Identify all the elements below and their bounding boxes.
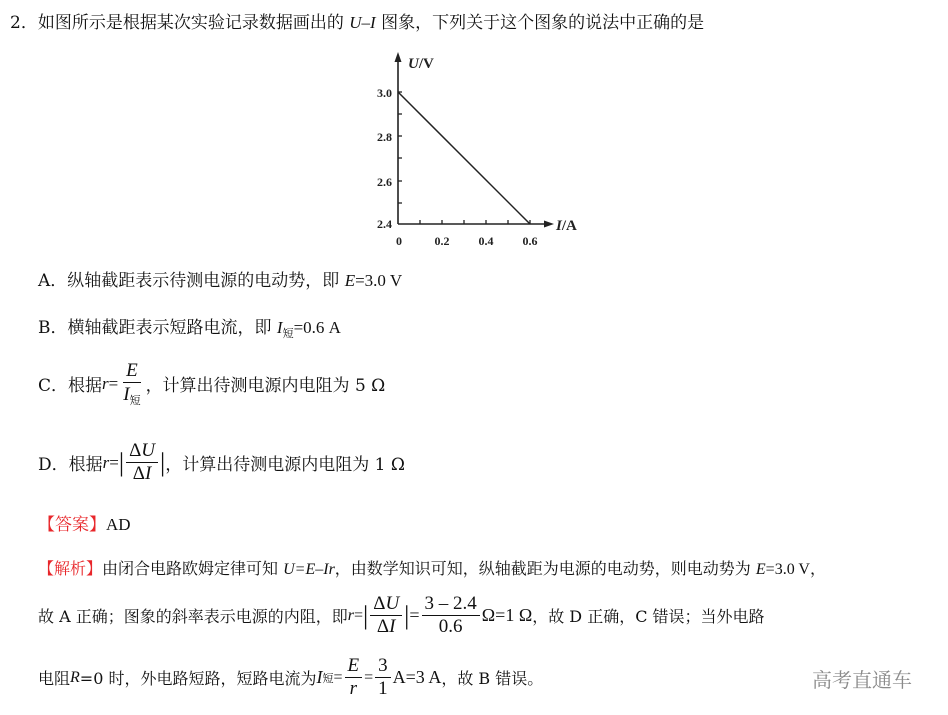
option-b: B．横轴截距表示短路电流，即 $I_短=0.6$ A [38,318,341,340]
y-tick-2.6: 2.6 [377,175,392,189]
y-tick-2.8: 2.8 [377,130,392,144]
x-tick-0: 0 [396,234,402,248]
y-tick-2.4: 2.4 [377,217,392,231]
fraction-3-over-1: $\frac{3}{1}$ [375,655,391,701]
option-c: C． 根据 r = $\frac{E}{I_短}$ ，计算出待测电源内电阻为 5 Ω [38,360,386,407]
analysis-tag: 【解析】 [38,559,103,578]
x-axis-arrow-icon [544,221,554,228]
analysis-line-1: 【解析】由闭合电路欧姆定律可知 U=E–Ir，由数学知识可知，纵轴截距为电源的电动势，则电动势为 E=3.0 V， [38,559,826,578]
u-i-chart-svg [360,45,600,250]
fraction-slope-values: $\frac{3 - 2.4}{0.6}$ [422,593,480,639]
u-i-graph [360,45,600,250]
answer-tag: 【答案】 [38,515,106,535]
question-stem: 2．如图所示是根据某次实验记录数据画出的 U–I 图象，下列关于这个图象的说法中正确的是 [10,13,705,33]
x-tick-0.6: 0.6 [522,234,538,248]
x-axis-label: I/A [556,218,577,234]
y-tick-3.0: 3.0 [377,86,392,100]
option-a: A．纵轴截距表示待测电源的电动势，即 E=3.0 V [38,271,403,291]
y-axis-label: U/V [408,56,434,72]
question-number: 2． [10,13,38,33]
fraction-du-di: $\frac{\Delta U}{\Delta I}$ [370,593,402,639]
fraction-e-over-r: $\frac{E}{r}$ [345,655,363,701]
option-d: D． 根据 r = | $\frac{\Delta U}{\Delta I}$ | ，计算出待测电源内电阻为 1 Ω [38,440,405,484]
fraction-du-over-di: $\frac{\Delta U}{\Delta I}$ [126,440,158,486]
answer-value: AD [106,515,131,534]
fraction-e-over-i: $\frac{E}{I_短}$ [123,360,141,407]
y-axis-arrow-icon [395,52,402,62]
watermark: 高考直通车 [812,668,912,692]
answer [38,510,131,535]
x-tick-0.4: 0.4 [478,234,494,248]
x-tick-0.2: 0.2 [434,234,450,248]
analysis-line-2: 故 A 正确；图象的斜率表示电源的内阻，即 r = | $\frac{\Delta U}{\Delta I}$ | = $\frac{3 - 2.4}{0.6}$ Ω=1 Ω ，故 D 正确，C 错误；当外电路 [38,593,765,637]
u-i-line [398,92,530,224]
analysis-line-3: 电阻 R =0 时，外电路短路，短路电流为 I 短 = $\frac{E}{r}$ = $\frac{3}{1}$ A=3 A ，故 B 错误。 [38,655,544,699]
